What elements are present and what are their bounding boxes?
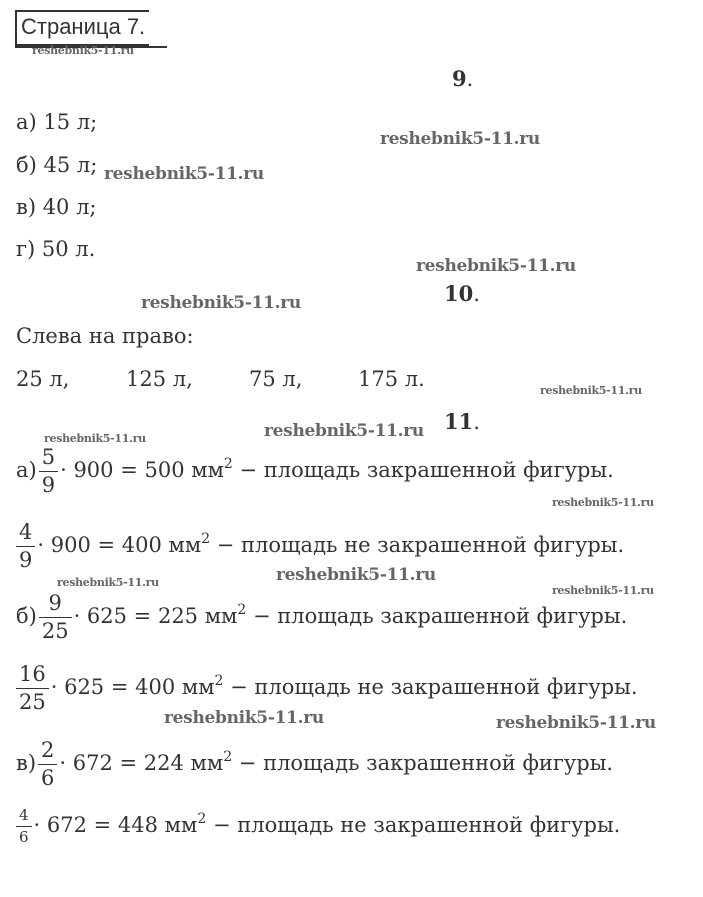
task-number: 11 bbox=[444, 409, 474, 434]
fraction-numerator: 4 bbox=[16, 522, 35, 547]
fraction-numerator: 2 bbox=[38, 740, 57, 765]
fraction-numerator: 9 bbox=[39, 593, 72, 618]
row-prefix: в) bbox=[16, 751, 37, 775]
row-description: − площадь не закрашенной фигуры. bbox=[210, 533, 625, 557]
task-number-dot: . bbox=[473, 410, 480, 434]
row-expression: · 900 = 400 мм bbox=[37, 533, 202, 557]
watermark: reshebnik5-11.ru bbox=[141, 293, 301, 313]
square-exponent: 2 bbox=[197, 811, 207, 827]
row-description: − площадь не закрашенной фигуры. bbox=[206, 813, 621, 837]
task-number-dot: . bbox=[466, 67, 474, 91]
page-label: Страница 7. bbox=[15, 10, 149, 46]
watermark: reshebnik5-11.ru bbox=[552, 496, 654, 509]
fraction-row bbox=[16, 447, 614, 496]
row-prefix: б) bbox=[16, 604, 37, 628]
fraction bbox=[39, 593, 72, 642]
task-number: 9 bbox=[452, 66, 467, 91]
answer-line: а) 15 л; bbox=[16, 110, 98, 134]
task-number-dot: . bbox=[473, 282, 480, 306]
row-expression: · 625 = 225 мм bbox=[73, 604, 238, 628]
value: 75 л, bbox=[249, 367, 303, 391]
task-10-intro: Слева на право: bbox=[16, 324, 194, 348]
row-description: − площадь не закрашенной фигуры. bbox=[223, 675, 638, 699]
row-expression: · 625 = 400 мм bbox=[50, 675, 215, 699]
square-exponent: 2 bbox=[214, 673, 224, 689]
fraction-row bbox=[14, 808, 620, 845]
fraction-denominator: 25 bbox=[41, 619, 69, 643]
value: 125 л, bbox=[126, 367, 193, 391]
watermark: reshebnik5-11.ru bbox=[380, 129, 540, 149]
answer-line: в) 40 л; bbox=[16, 195, 97, 219]
row-prefix: а) bbox=[16, 458, 37, 482]
watermark: reshebnik5-11.ru bbox=[57, 576, 159, 589]
square-exponent: 2 bbox=[223, 749, 233, 765]
value: 25 л, bbox=[16, 367, 70, 391]
fraction bbox=[38, 740, 57, 789]
fraction-denominator: 6 bbox=[19, 828, 29, 846]
fraction bbox=[16, 664, 49, 713]
task-10-heading bbox=[444, 282, 480, 306]
square-exponent: 2 bbox=[223, 456, 233, 472]
fraction bbox=[16, 522, 35, 571]
row-expression: · 672 = 224 мм bbox=[59, 751, 224, 775]
row-description: − площадь закрашенной фигуры. bbox=[246, 604, 628, 628]
square-exponent: 2 bbox=[201, 531, 211, 547]
answer-line: г) 50 л. bbox=[16, 237, 96, 261]
fraction-numerator: 16 bbox=[16, 664, 49, 689]
watermark: reshebnik5-11.ru bbox=[32, 44, 134, 57]
watermark: reshebnik5-11.ru bbox=[540, 384, 642, 397]
fraction-numerator: 5 bbox=[39, 447, 58, 472]
watermark: reshebnik5-11.ru bbox=[552, 584, 654, 597]
fraction-row bbox=[14, 522, 624, 571]
fraction-row bbox=[14, 664, 638, 713]
answer-line: б) 45 л; bbox=[16, 153, 98, 177]
watermark: reshebnik5-11.ru bbox=[276, 565, 436, 585]
task-9-heading bbox=[452, 67, 473, 91]
value: 175 л. bbox=[358, 367, 425, 391]
watermark: reshebnik5-11.ru bbox=[416, 256, 576, 276]
row-description: − площадь закрашенной фигуры. bbox=[232, 751, 614, 775]
watermark: reshebnik5-11.ru bbox=[164, 708, 324, 728]
fraction bbox=[16, 808, 32, 845]
fraction-denominator: 25 bbox=[19, 690, 46, 714]
task-number: 10 bbox=[444, 281, 474, 306]
fraction-denominator: 9 bbox=[41, 473, 56, 497]
watermark: reshebnik5-11.ru bbox=[264, 421, 424, 441]
fraction bbox=[39, 447, 58, 496]
fraction-denominator: 9 bbox=[19, 548, 33, 572]
fraction-denominator: 6 bbox=[41, 766, 55, 790]
watermark: reshebnik5-11.ru bbox=[44, 432, 146, 445]
fraction-row bbox=[16, 593, 627, 642]
row-expression: · 900 = 500 мм bbox=[60, 458, 224, 482]
row-description: − площадь закрашенной фигуры. bbox=[232, 458, 614, 482]
task-11-heading bbox=[444, 410, 480, 434]
watermark: reshebnik5-11.ru bbox=[496, 713, 656, 733]
row-expression: · 672 = 448 мм bbox=[33, 813, 198, 837]
fraction-row bbox=[16, 740, 613, 789]
watermark: reshebnik5-11.ru bbox=[104, 164, 264, 184]
square-exponent: 2 bbox=[237, 602, 247, 618]
fraction-numerator: 4 bbox=[16, 808, 32, 827]
